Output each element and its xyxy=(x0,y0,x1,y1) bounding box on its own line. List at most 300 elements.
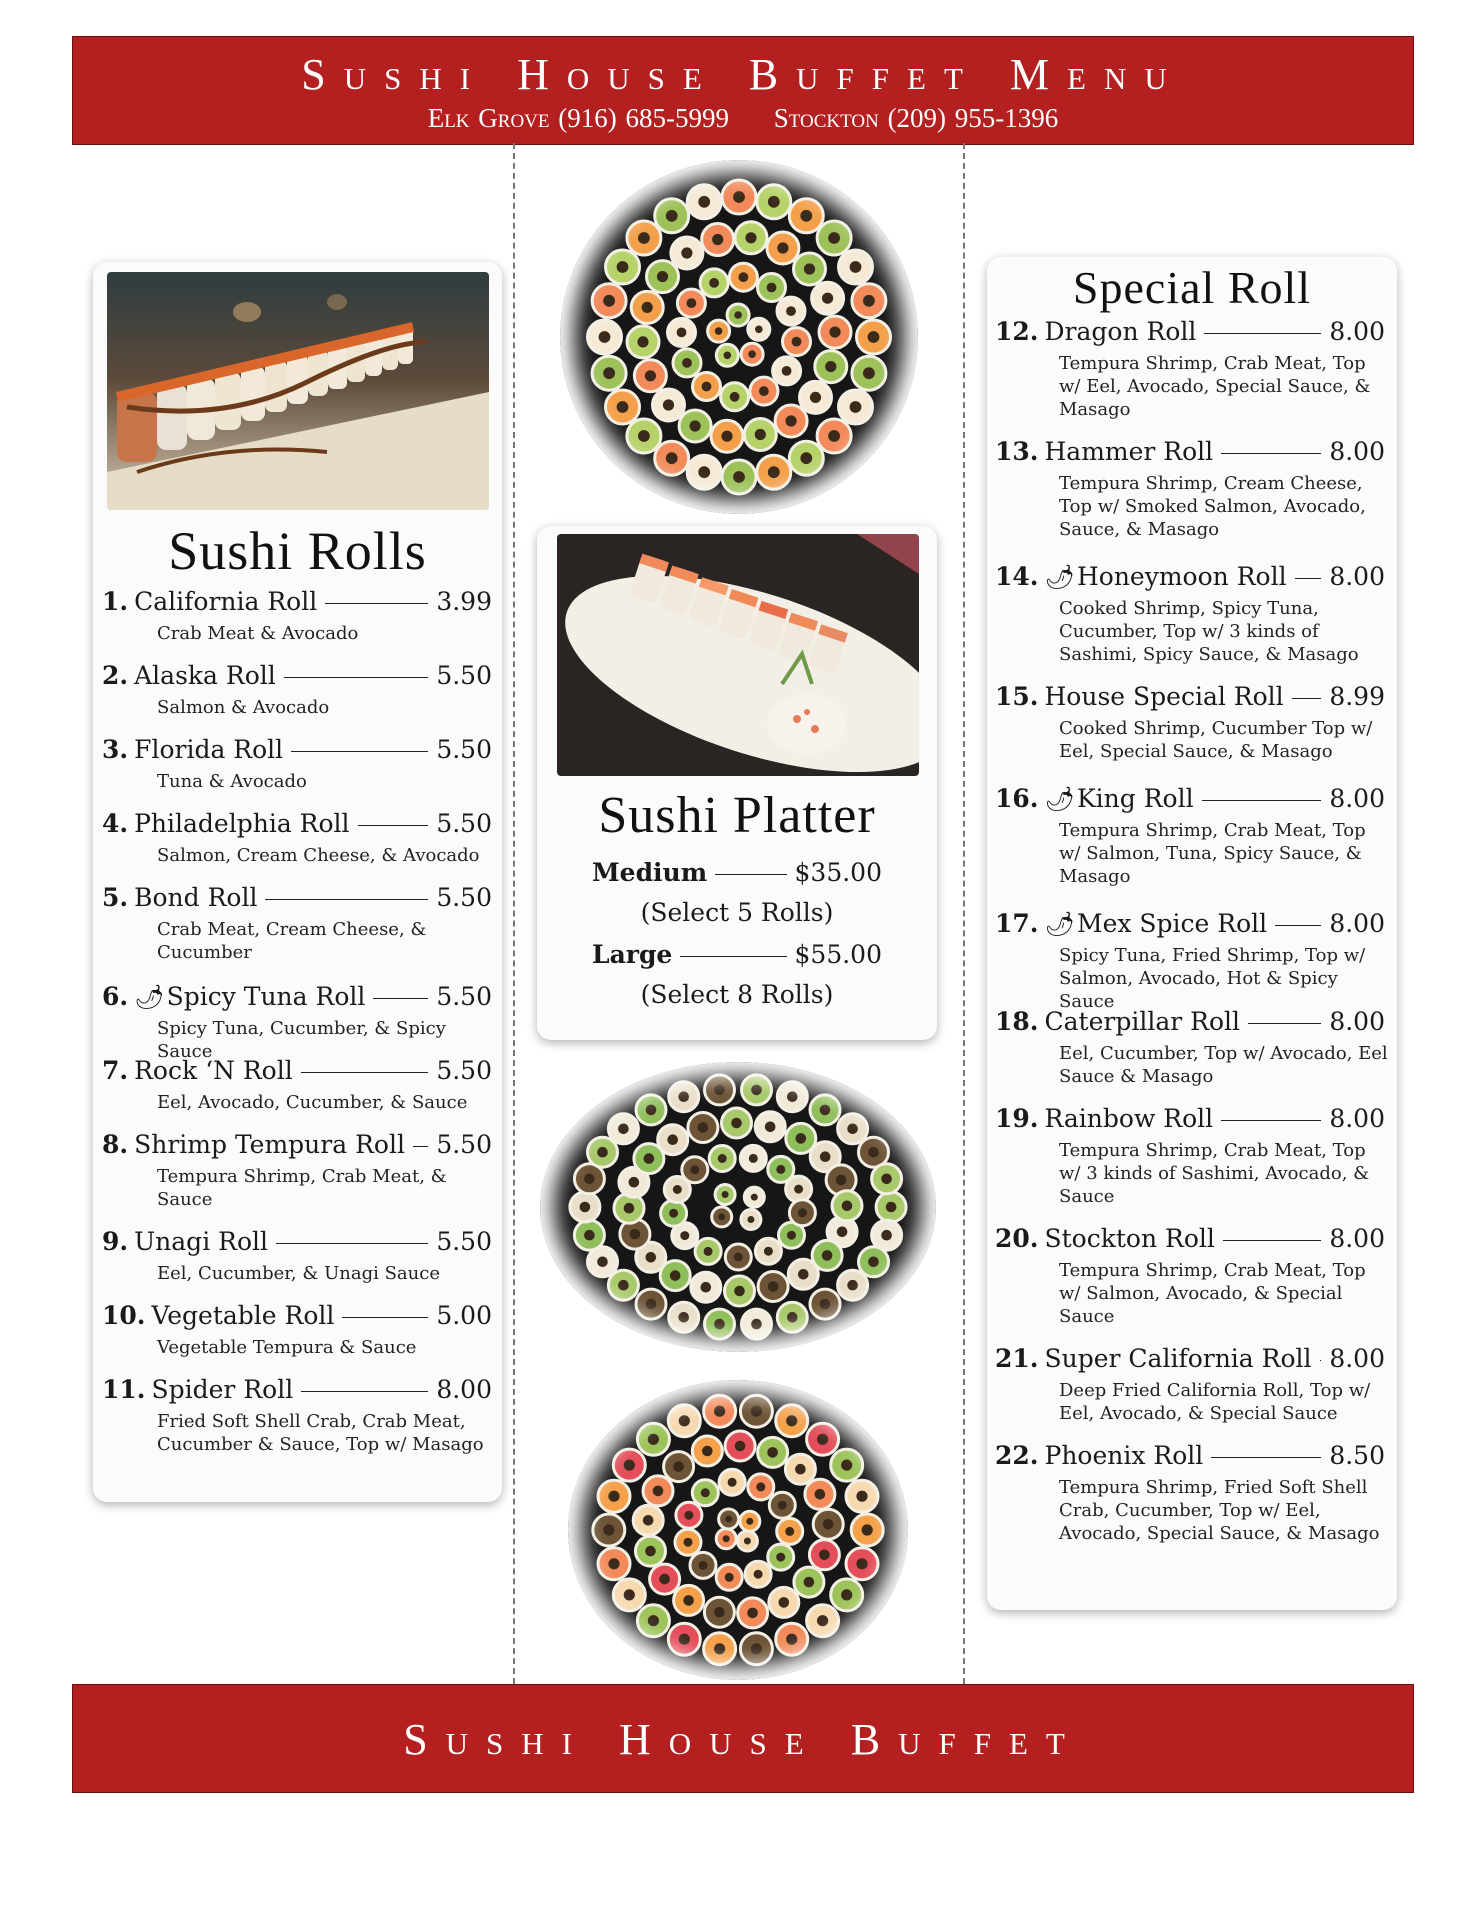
sushi-filling xyxy=(778,1501,787,1510)
sushi-piece xyxy=(742,1309,772,1339)
chili-pepper-icon: 🌶 xyxy=(134,982,165,1011)
sushi-piece xyxy=(606,390,640,424)
sushi-piece xyxy=(779,1222,805,1248)
menu-item-line xyxy=(995,1224,1385,1253)
menu-item-number: 2. xyxy=(102,661,129,690)
sushi-filling xyxy=(863,295,875,307)
menu-item-number: 11. xyxy=(102,1375,146,1404)
sushi-filling xyxy=(767,283,777,293)
menu-title: Sushi House Buffet Menu xyxy=(301,50,1185,99)
sushi-filling xyxy=(795,1464,806,1475)
sushi-piece xyxy=(700,269,728,297)
sushi-filling xyxy=(597,1257,608,1268)
menu-item-name: Caterpillar Roll xyxy=(1044,1007,1240,1036)
sushi-piece xyxy=(592,284,626,318)
sushi-piece xyxy=(738,1598,768,1628)
menu-item-name: House Special Roll xyxy=(1044,682,1284,711)
menu-item-description: Tempura Shrimp, Crab Meat, Top w/ Salmon, Tuna, Spicy Sauce, & Masago xyxy=(1059,820,1366,887)
sushi-piece xyxy=(588,320,622,354)
menu-item-price: 8.00 xyxy=(1329,784,1385,813)
platter-tray xyxy=(540,1062,936,1352)
sushi-piece xyxy=(722,1108,752,1138)
sushi-filling xyxy=(856,1491,867,1502)
menu-item xyxy=(102,1301,492,1359)
menu-item-price: 8.00 xyxy=(1329,1224,1385,1253)
menu-item-line xyxy=(102,1375,492,1404)
menu-item-description: Cooked Shrimp, Cucumber Top w/ Eel, Special Sauce, & Masago xyxy=(1059,718,1373,762)
sushi-filling xyxy=(767,1447,778,1458)
sushi-piece xyxy=(634,360,666,392)
leader-line xyxy=(1221,453,1321,454)
sushi-filling xyxy=(608,1558,619,1569)
sushi-piece xyxy=(655,199,689,233)
menu-item-line xyxy=(102,1301,492,1330)
sushi-filling xyxy=(618,1124,629,1135)
sushi-piece xyxy=(809,1540,839,1570)
sushi-piece xyxy=(722,460,756,494)
sushi-filling xyxy=(796,1133,807,1144)
sushi-filling xyxy=(786,1634,797,1645)
sushi-filling xyxy=(638,232,650,244)
sushi-piece xyxy=(705,1075,735,1105)
sushi-piece xyxy=(704,1597,734,1627)
sushi-filling xyxy=(868,331,880,343)
menu-item xyxy=(102,587,492,645)
sushi-piece xyxy=(740,1395,772,1427)
sushi-filling xyxy=(667,1134,678,1145)
sushi-filling xyxy=(597,1147,608,1158)
sushi-filling xyxy=(718,1213,725,1220)
sushi-piece xyxy=(812,282,844,314)
sushi-filling xyxy=(800,452,812,464)
sushi-filling xyxy=(702,1446,713,1457)
leader-line xyxy=(1292,698,1322,699)
menu-item xyxy=(995,317,1385,421)
leader-line xyxy=(1295,578,1322,579)
sushi-piece xyxy=(613,1579,645,1611)
sushi-piece xyxy=(800,381,832,413)
menu-item xyxy=(995,562,1385,666)
menu-item-number: 19. xyxy=(995,1104,1039,1133)
sushi-piece xyxy=(650,1564,680,1594)
menu-item-line xyxy=(102,1056,492,1085)
menu-item-name: Stockton Roll xyxy=(1044,1224,1215,1253)
sushi-piece xyxy=(668,1623,700,1655)
sushi-piece xyxy=(669,1082,699,1112)
sushi-piece xyxy=(721,383,749,411)
menu-item xyxy=(995,1441,1385,1545)
sushi-filling xyxy=(599,331,611,343)
menu-item-description: Salmon & Avocado xyxy=(157,697,330,718)
sushi-filling xyxy=(624,1203,635,1214)
menu-item-description: Tempura Shrimp, Fried Soft Shell Crab, Cucumber, Top w/ Eel, Avocado, Special Sauce, & Masago xyxy=(1059,1477,1380,1544)
menu-item-number: 9. xyxy=(102,1227,129,1256)
sushi-piece xyxy=(588,1137,618,1167)
sushi-filling xyxy=(828,232,840,244)
menu-item-price: 8.00 xyxy=(1329,909,1385,938)
menu-item-name: Rainbow Roll xyxy=(1044,1104,1214,1133)
sushi-filling xyxy=(718,1154,727,1163)
sushi-filling xyxy=(630,1229,641,1240)
platter-photo-top xyxy=(560,160,918,514)
menu-item-name: King Roll xyxy=(1076,784,1194,813)
sushi-piece xyxy=(832,1191,862,1221)
menu-item-name: Super California Roll xyxy=(1044,1344,1312,1373)
sushi-filling xyxy=(786,415,797,426)
sushi-piece xyxy=(831,1579,863,1611)
sushi-piece xyxy=(727,304,749,326)
platter-tray xyxy=(568,1380,908,1680)
sushi-piece xyxy=(725,1431,755,1461)
menu-item-name: Shrimp Tempura Roll xyxy=(134,1130,405,1159)
sushi-filling xyxy=(648,1615,659,1626)
menu-item-price: 3.99 xyxy=(436,587,492,616)
sushi-filling xyxy=(868,1257,879,1268)
sushi-filling xyxy=(677,328,687,338)
sushi-piece xyxy=(735,222,767,254)
footer-title: Sushi House Buffet xyxy=(403,1715,1083,1764)
sushi-filling xyxy=(749,1154,758,1163)
menu-item xyxy=(995,1344,1385,1425)
sushi-piece xyxy=(783,328,811,356)
sushi-filling xyxy=(815,1489,826,1500)
sushi-piece xyxy=(788,1259,818,1289)
sushi-piece xyxy=(716,1529,736,1549)
sushi-piece xyxy=(658,1125,688,1155)
sushi-filling xyxy=(825,361,836,372)
sushi-filling xyxy=(617,401,629,413)
sushi-filling xyxy=(822,293,833,304)
menu-item-price: 8.00 xyxy=(1329,317,1385,346)
platter-large-row xyxy=(592,940,882,969)
sushi-filling xyxy=(659,1574,670,1585)
sushi-filling xyxy=(645,370,656,381)
sushi-piece xyxy=(637,1605,669,1637)
menu-item-line xyxy=(102,1227,492,1256)
sushi-filling xyxy=(714,1085,725,1096)
sushi-piece xyxy=(737,1531,757,1551)
sushi-piece xyxy=(687,455,721,489)
menu-item-name: Florida Roll xyxy=(134,735,284,764)
sushi-piece xyxy=(768,1544,794,1570)
sushi-filling xyxy=(856,1558,867,1569)
menu-item-description: Crab Meat, Cream Cheese, & Cucumber xyxy=(157,919,427,963)
sushi-filling xyxy=(751,1406,762,1417)
sushi-piece xyxy=(614,1193,644,1223)
sushi-piece xyxy=(716,1564,742,1590)
sushi-filling xyxy=(746,1518,753,1525)
menu-item-number: 20. xyxy=(995,1224,1039,1253)
sushi-filling xyxy=(643,1515,654,1526)
menu-item-name: Unagi Roll xyxy=(134,1227,268,1256)
menu-item-number: 15. xyxy=(995,682,1039,711)
sushi-piece xyxy=(711,420,743,452)
sushi-filling xyxy=(699,1561,708,1570)
menu-item xyxy=(995,682,1385,763)
menu-item-line xyxy=(995,317,1385,346)
sushi-filling xyxy=(683,1595,694,1606)
sushi-filling xyxy=(709,278,719,288)
menu-item xyxy=(102,1227,492,1285)
menu-item-name: Dragon Roll xyxy=(1044,317,1197,346)
sushi-filling xyxy=(881,1174,892,1185)
menu-item xyxy=(102,661,492,719)
sushi-piece xyxy=(631,291,663,323)
sushi-filling xyxy=(779,1597,790,1608)
sushi-filling xyxy=(820,1105,831,1116)
menu-item-line xyxy=(102,982,492,1011)
sushi-filling xyxy=(886,1202,897,1213)
menu-item-price: 5.50 xyxy=(436,661,492,690)
sushi-piece xyxy=(838,1114,868,1144)
menu-item xyxy=(995,1007,1388,1088)
sushi-filling xyxy=(646,1299,657,1310)
sushi-filling xyxy=(881,1230,892,1241)
sushi-piece xyxy=(674,1585,704,1615)
platter-medium-price: $35.00 xyxy=(794,858,882,887)
sushi-filling xyxy=(648,1434,659,1445)
menu-item-description: Tempura Shrimp, Crab Meat, Top w/ 3 kinds of Sashimi, Avocado, & Sauce xyxy=(1059,1140,1370,1207)
sushi-piece xyxy=(598,1548,630,1580)
sushi-piece xyxy=(819,316,851,348)
sushi-piece xyxy=(636,1536,666,1566)
sushi-piece xyxy=(776,1405,808,1437)
sushi-piece xyxy=(769,1492,795,1518)
sushi-piece xyxy=(725,1276,755,1306)
sushi-piece xyxy=(857,320,891,354)
sushi-filling xyxy=(776,1553,785,1562)
sushi-piece xyxy=(677,289,705,317)
menu-item-line xyxy=(995,562,1385,591)
menu-item xyxy=(995,909,1385,1013)
sushi-piece xyxy=(789,441,823,475)
menu-item-price: 8.00 xyxy=(1329,1007,1385,1036)
sushi-filling xyxy=(673,1185,682,1194)
menu-item-name: Honeymoon Roll xyxy=(1076,562,1287,591)
sushi-filling xyxy=(731,1118,742,1129)
platter-photo-bottom xyxy=(568,1380,908,1680)
sushi-filling xyxy=(842,1201,853,1212)
sushi-filling xyxy=(678,1312,689,1323)
leader-line xyxy=(1320,1360,1322,1361)
leader-line xyxy=(284,677,429,678)
menu-item-price: 5.50 xyxy=(436,982,492,1011)
leader-line xyxy=(413,1146,428,1147)
menu-item-price: 8.99 xyxy=(1329,682,1385,711)
sushi-filling xyxy=(787,1231,796,1240)
sushi-filling xyxy=(850,401,862,413)
sushi-filling xyxy=(744,1538,751,1545)
menu-item-description: Tempura Shrimp, Cream Cheese, Top w/ Smoked Salmon, Avocado, Sauce, & Masago xyxy=(1059,473,1366,540)
menu-item-description: Salmon, Cream Cheese, & Avocado xyxy=(157,845,480,866)
sushi-piece xyxy=(627,326,659,358)
sushi-piece xyxy=(704,1395,736,1427)
sushi-piece xyxy=(807,1423,839,1455)
sushi-filling xyxy=(817,1615,828,1626)
menu-item xyxy=(995,784,1385,888)
sushi-piece xyxy=(695,1238,721,1264)
sushi-rolls-card xyxy=(93,262,502,1502)
leader-line xyxy=(291,751,428,752)
sushi-filling xyxy=(584,1230,595,1241)
footer-banner xyxy=(72,1684,1414,1793)
sushi-filling xyxy=(733,471,745,483)
sushi-piece xyxy=(859,1137,889,1167)
sushi-filling xyxy=(747,1608,758,1619)
sushi-piece xyxy=(708,320,730,342)
leader-line xyxy=(1211,1457,1321,1458)
sushi-filling xyxy=(637,336,648,347)
sushi-filling xyxy=(644,1153,655,1164)
header-banner xyxy=(72,36,1414,145)
sushi-piece xyxy=(827,1217,857,1247)
sushi-piece xyxy=(755,1112,785,1142)
sushi-piece xyxy=(777,297,805,325)
platter-photo-middle xyxy=(540,1062,936,1352)
sushi-filling xyxy=(747,1216,754,1223)
menu-item-description: Crab Meat & Avocado xyxy=(157,623,359,644)
sushi-piece xyxy=(627,221,661,255)
menu-item xyxy=(102,1375,492,1456)
sushi-roll-photo xyxy=(107,272,489,510)
menu-item-price: 8.00 xyxy=(1329,1104,1385,1133)
sushi-filling xyxy=(684,1538,693,1547)
platter-large-note: (Select 8 Rolls) xyxy=(640,980,834,1009)
menu-item xyxy=(995,437,1385,541)
sushi-filling xyxy=(701,1282,712,1293)
platter-medium-label: Medium xyxy=(592,858,708,887)
sushi-piece xyxy=(838,1270,868,1300)
sushi-filling xyxy=(810,392,821,403)
leader-line xyxy=(715,874,786,875)
sushi-piece xyxy=(687,185,721,219)
menu-item-number: 10. xyxy=(102,1301,146,1330)
menu-item-line xyxy=(102,587,492,616)
chili-pepper-icon: 🌶 xyxy=(1044,562,1075,591)
sushi-filling xyxy=(680,1231,689,1240)
sushi-filling xyxy=(714,1643,725,1654)
sushi-filling xyxy=(603,1524,614,1535)
sushi-filling xyxy=(618,1280,629,1291)
sushi-filling xyxy=(739,272,749,282)
leader-line xyxy=(373,998,428,999)
sushi-piece xyxy=(722,180,756,214)
menu-item-description: Tempura Shrimp, Crab Meat, & Sauce xyxy=(157,1166,447,1210)
sushi-filling xyxy=(679,1634,690,1645)
sushi-piece xyxy=(831,1449,863,1481)
platter-medium-note: (Select 5 Rolls) xyxy=(640,898,834,927)
special-roll-title: Special Roll xyxy=(1072,262,1312,313)
sushi-piece xyxy=(709,1146,735,1172)
sushi-piece xyxy=(647,261,679,293)
menu-item-number: 7. xyxy=(102,1056,129,1085)
menu-item-description: Tempura Shrimp, Crab Meat, Top w/ Salmon, Avocado, & Special Sauce xyxy=(1059,1260,1366,1327)
locations-line xyxy=(73,103,1413,134)
sushi-filling xyxy=(847,1280,858,1291)
sushi-piece xyxy=(846,1480,878,1512)
sushi-piece xyxy=(688,1113,718,1143)
leader-line xyxy=(1221,1120,1321,1121)
chili-pepper-icon: 🌶 xyxy=(1044,909,1075,938)
menu-item-description: Tuna & Avocado xyxy=(157,771,307,792)
platter-large-price: $55.00 xyxy=(794,940,882,969)
sushi-filling xyxy=(794,1185,803,1194)
menu-item-name: California Roll xyxy=(134,587,318,616)
sushi-piece xyxy=(606,250,640,284)
sushi-piece xyxy=(664,1452,694,1482)
menu-item-number: 17. xyxy=(995,909,1039,938)
sushi-piece xyxy=(817,419,851,453)
sushi-piece xyxy=(776,1623,808,1655)
menu-item-price: 5.50 xyxy=(436,1056,492,1085)
sushi-piece xyxy=(748,318,770,340)
leader-line xyxy=(680,956,786,957)
sushi-piece xyxy=(852,356,886,390)
menu-item-name: Hammer Roll xyxy=(1044,437,1214,466)
menu-item-line xyxy=(995,1441,1385,1470)
sushi-filling xyxy=(822,1250,833,1261)
sushi-piece xyxy=(786,1176,812,1202)
sushi-filling xyxy=(714,1319,725,1330)
sushi-filling xyxy=(804,263,815,274)
sushi-filling xyxy=(690,420,701,431)
sushi-filling xyxy=(721,431,732,442)
sushi-piece xyxy=(675,1529,701,1555)
sushi-filling xyxy=(798,1269,809,1280)
menu-item-description: Fried Soft Shell Crab, Crab Meat, Cucumber & Sauce, Top w/ Masago xyxy=(157,1411,484,1455)
sushi-filling xyxy=(837,1227,848,1238)
sushi-filling xyxy=(776,1165,785,1174)
sushi-piece xyxy=(777,1518,803,1544)
sushi-piece xyxy=(636,1242,666,1272)
sushi-piece xyxy=(661,1200,687,1226)
menu-item-line xyxy=(995,1007,1385,1036)
sushi-piece xyxy=(719,1509,739,1529)
sushi-piece xyxy=(839,390,873,424)
sushi-piece xyxy=(755,1238,781,1264)
menu-item-number: 5. xyxy=(102,883,129,912)
sushi-filling xyxy=(669,1209,678,1218)
sushi-filling xyxy=(698,466,710,478)
sushi-piece xyxy=(729,263,757,291)
sushi-piece xyxy=(653,389,685,421)
menu-item-number: 21. xyxy=(995,1344,1039,1373)
sushi-filling xyxy=(759,386,769,396)
sushi-filling xyxy=(787,1091,798,1102)
sushi-piece xyxy=(813,1509,843,1539)
menu-item xyxy=(102,735,492,793)
menu-item xyxy=(102,1056,492,1114)
sushi-filling xyxy=(642,302,653,313)
sushi-filling xyxy=(714,1406,725,1417)
sushi-filling xyxy=(782,366,792,376)
column-divider-left xyxy=(513,143,515,1684)
sushi-filling xyxy=(682,358,692,368)
sushi-piece xyxy=(716,344,738,366)
sushi-filling xyxy=(768,196,780,208)
sushi-filling xyxy=(735,1441,746,1452)
sushi-piece xyxy=(627,419,661,453)
sushi-filling xyxy=(678,1091,689,1102)
menu-item-line xyxy=(102,1130,492,1159)
menu-item-name: Philadelphia Roll xyxy=(134,809,350,838)
sushi-piece xyxy=(740,1511,760,1531)
leader-line xyxy=(1275,925,1321,926)
sushi-piece xyxy=(593,1514,625,1546)
sushi-filling xyxy=(723,1535,730,1542)
sushi-piece xyxy=(719,1469,745,1495)
sushi-piece xyxy=(810,1142,840,1172)
